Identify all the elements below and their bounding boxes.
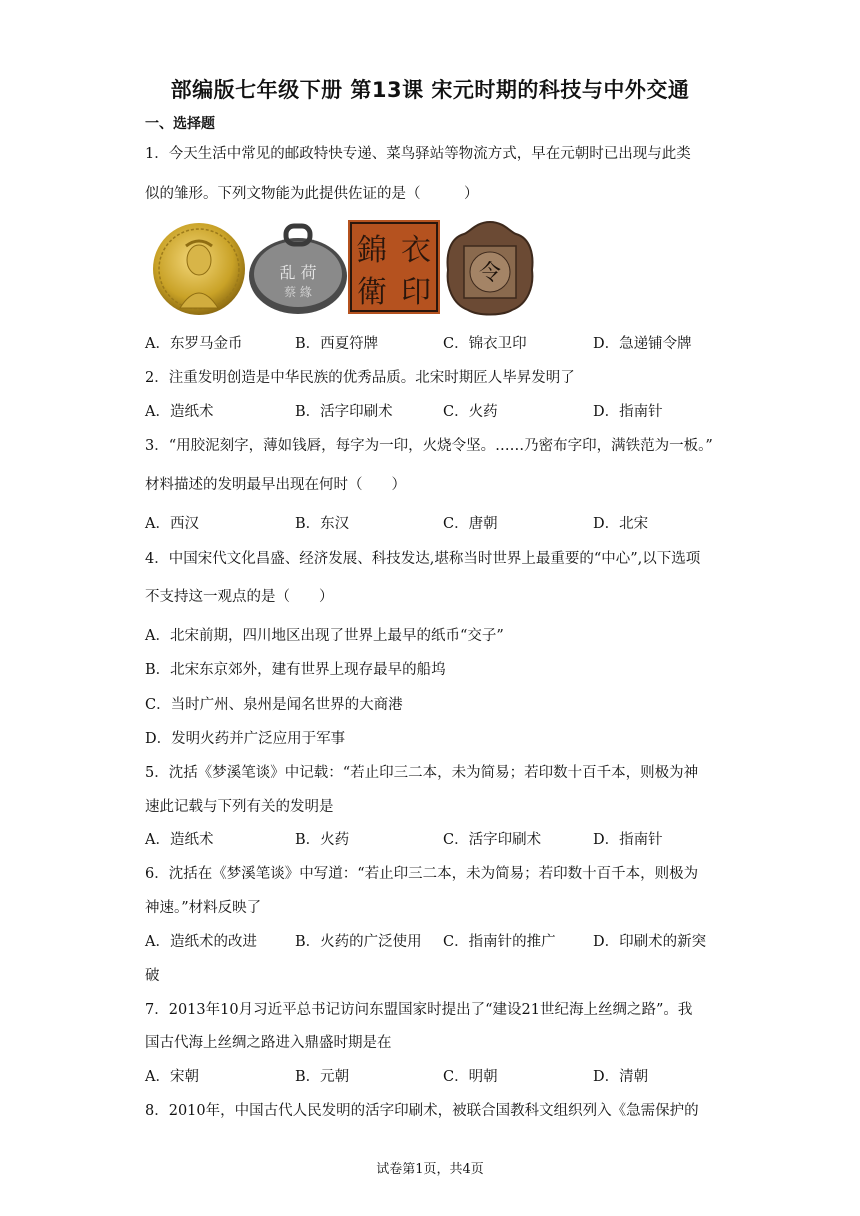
option-d[interactable]: D．发明火药并广泛应用于军事	[145, 731, 346, 747]
question-5-line-2: 速此记载与下列有关的发明是	[145, 799, 334, 815]
page-title: 部编版七年级下册 第13课 宋元时期的科技与中外交通	[170, 78, 690, 102]
option-b[interactable]: B．东汉	[295, 516, 350, 532]
svg-text:印: 印	[401, 275, 431, 310]
option-d[interactable]: D．急递铺令牌	[593, 336, 692, 352]
option-d[interactable]: D．印刷术的新突	[593, 934, 707, 950]
option-c[interactable]: C．指南针的推广	[443, 934, 556, 950]
option-c[interactable]: C．锦衣卫印	[443, 336, 527, 352]
svg-text:衛: 衛	[357, 275, 387, 310]
question-6-options	[145, 930, 745, 950]
option-c[interactable]: C．唐朝	[443, 516, 498, 532]
question-7-line-2: 国古代海上丝绸之路进入鼎盛时期是在	[145, 1035, 392, 1051]
option-a[interactable]: A．宋朝	[145, 1069, 199, 1085]
option-b[interactable]: B．西夏符牌	[295, 336, 379, 352]
question-3-line-2: 材料描述的发明最早出现在何时（ ）	[145, 477, 406, 493]
question-3-options	[145, 512, 745, 532]
option-d-wrap: 破	[145, 968, 160, 984]
svg-text:乱 荷: 乱 荷	[279, 263, 317, 282]
option-c[interactable]: C．火药	[443, 404, 498, 420]
option-a[interactable]: A．造纸术	[145, 404, 214, 420]
option-d[interactable]: D．指南针	[593, 832, 663, 848]
question-1-options	[145, 332, 745, 352]
option-c[interactable]: C．当时广州、泉州是闻名世界的大商港	[145, 697, 403, 713]
option-a[interactable]: A．西汉	[145, 516, 199, 532]
question-5-line-1: 5．沈括《梦溪笔谈》中记载：“若止印三二本，未为简易；若印数十百千本，则极为神	[145, 765, 699, 781]
question-8-line-1: 8．2010年，中国古代人民发明的活字印刷术，被联合国教科文组织列入《急需保护的	[145, 1103, 699, 1119]
option-c[interactable]: C．明朝	[443, 1069, 498, 1085]
page-footer: 试卷第1页，共4页	[376, 1162, 484, 1177]
question-4-line-1: 4．中国宋代文化昌盛、经济发展、科技发达,堪称当时世界上最重要的“中心”,以下选项	[145, 551, 701, 567]
option-c[interactable]: C．活字印刷术	[443, 832, 542, 848]
option-b[interactable]: B．火药的广泛使用	[295, 934, 422, 950]
question-4-line-2: 不支持这一观点的是（ ）	[145, 589, 334, 605]
svg-text:令: 令	[478, 261, 502, 286]
option-d[interactable]: D．北宋	[593, 516, 649, 532]
section-heading: 一、选择题	[145, 116, 215, 132]
token-image	[444, 220, 536, 318]
seal-image	[348, 220, 440, 314]
question-7-line-1: 7．2013年10月习近平总书记访问东盟国家时提出了“建设21世纪海上丝绸之路”。我	[145, 1002, 693, 1018]
question-6-line-2: 神速。”材料反映了	[145, 900, 262, 916]
question-2-line-1: 2．注重发明创造是中华民族的优秀品质。北宋时期匠人毕昇发明了	[145, 370, 575, 386]
option-d[interactable]: D．指南针	[593, 404, 663, 420]
tablet-image	[248, 220, 348, 318]
svg-text:錦: 錦	[357, 233, 387, 268]
question-7-options	[145, 1065, 745, 1085]
option-a[interactable]: A．东罗马金币	[145, 336, 243, 352]
svg-text:蔡 緣: 蔡 緣	[284, 285, 312, 299]
option-b[interactable]: B．元朝	[295, 1069, 350, 1085]
question-3-line-1: 3．“用胶泥刻字，薄如钱唇，每字为一印，火烧令坚。……乃密布字印，满铁范为一板。”	[145, 438, 713, 454]
option-a[interactable]: A．造纸术的改进	[145, 934, 257, 950]
question-1-line-2: 似的雏形。下列文物能为此提供佐证的是（ ）	[145, 186, 479, 202]
option-b[interactable]: B．活字印刷术	[295, 404, 393, 420]
option-a[interactable]: A．造纸术	[145, 832, 214, 848]
option-a[interactable]: A．北宋前期，四川地区出现了世界上最早的纸币“交子”	[145, 628, 504, 644]
gold-coin-image	[150, 220, 248, 318]
svg-text:衣: 衣	[401, 233, 431, 268]
question-6-line-1: 6．沈括在《梦溪笔谈》中写道：“若止印三二本，未为简易；若印数十百千本，则极为	[145, 866, 699, 882]
option-b[interactable]: B．北宋东京郊外，建有世界上现存最早的船坞	[145, 662, 446, 678]
question-1-line-1: 1．今天生活中常见的邮政特快专递、菜鸟驿站等物流方式，早在元朝时已出现与此类	[145, 146, 691, 162]
question-2-options	[145, 400, 745, 420]
option-b[interactable]: B．火药	[295, 832, 350, 848]
option-d[interactable]: D．清朝	[593, 1069, 649, 1085]
question-5-options	[145, 828, 745, 848]
